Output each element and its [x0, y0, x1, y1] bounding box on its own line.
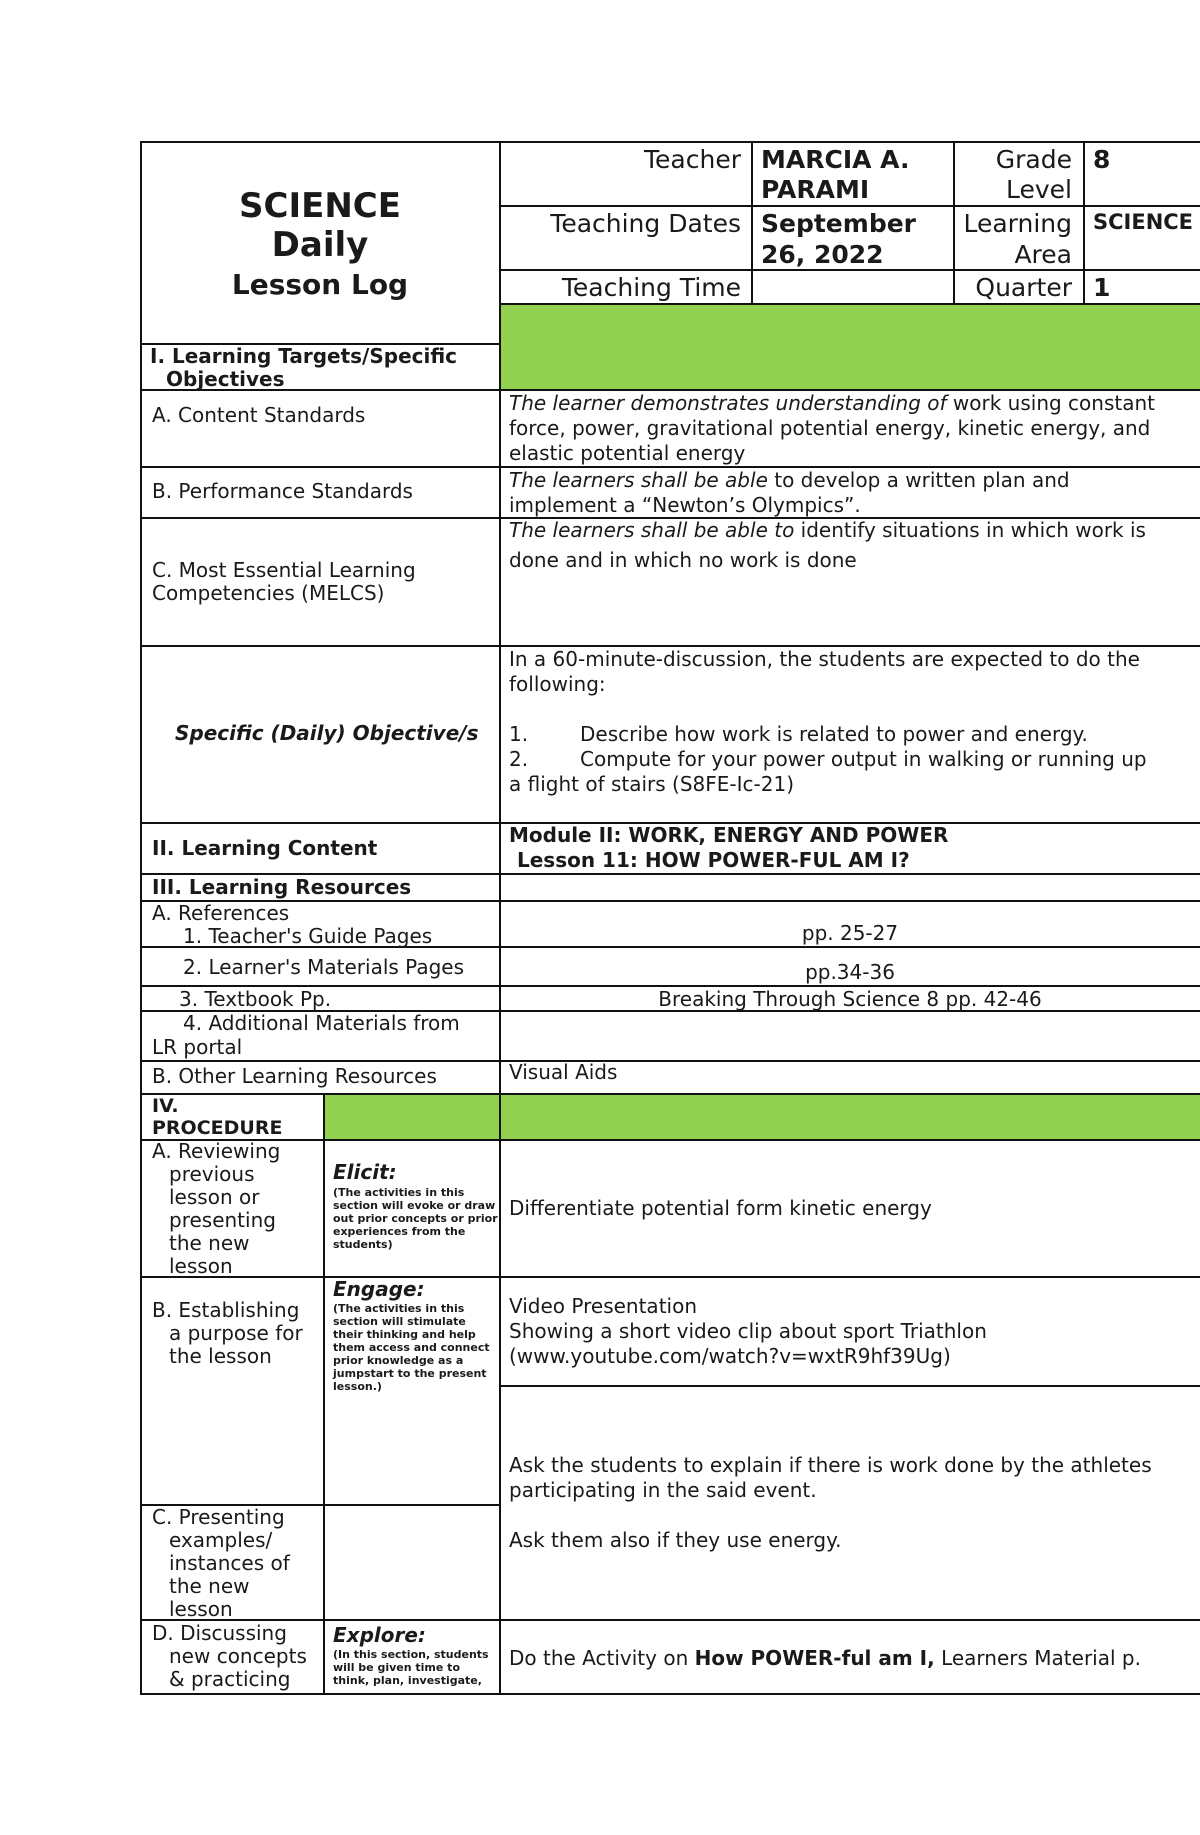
explore-note-0: (In this section, students [333, 1648, 489, 1661]
lesson-title: Lesson 11: HOW POWER-FUL AM I? [517, 848, 910, 872]
engage-note-6: lesson.) [333, 1380, 382, 1393]
establishing-label-2: the lesson [169, 1344, 272, 1368]
melcs-label-line1: C. Most Essential Learning [152, 558, 416, 582]
melcs-italic: The learners shall be able to [509, 518, 795, 542]
reviewing-label-0: A. Reviewing [152, 1139, 281, 1163]
elicit-phase: Elicit: [333, 1160, 397, 1184]
header-row-line-2 [499, 269, 1200, 271]
engage-note-5: jumpstart to the present [333, 1367, 487, 1380]
content-standards-text: work using constant [946, 391, 1155, 415]
row-line-olr [140, 1093, 1200, 1095]
engage-note-0: (The activities in this [333, 1302, 465, 1315]
performance-standards-line1 [509, 469, 1070, 492]
row-line-presenting [140, 1619, 1200, 1621]
procedure-green-band-right [500, 1095, 1200, 1139]
procedure-label-line1: IV. [152, 1095, 179, 1117]
activity-text-pre: Do the Activity on [509, 1646, 695, 1670]
table-col-divider [499, 141, 501, 1695]
presenting-label-0: C. Presenting [152, 1505, 285, 1529]
presenting-label-3: the new [169, 1574, 250, 1598]
presenting-label-4: lesson [169, 1597, 233, 1621]
objectives-green-band [500, 304, 1200, 389]
discussing-label-0: D. Discussing [152, 1621, 287, 1645]
grade-label-line2: Level [1006, 175, 1072, 204]
module-title: Module II: WORK, ENERGY AND POWER [509, 823, 949, 847]
content-standards-line2: force, power, gravitational potential energy, kinetic energy, and [509, 416, 1151, 440]
learners-materials-label: 2. Learner's Materials Pages [183, 955, 465, 979]
table-bottom-border [140, 1693, 1200, 1695]
presenting-label-2: instances of [169, 1551, 290, 1575]
content-standards-label: A. Content Standards [152, 403, 366, 427]
specific-objectives-label: Specific (Daily) Objective/s [175, 721, 479, 745]
ask-energy-line: Ask them also if they use energy. [509, 1528, 842, 1552]
establishing-label-1: a purpose for [169, 1321, 303, 1345]
grade-label-line1: Grade [995, 145, 1072, 174]
ask-explain-line2: participating in the said event. [509, 1478, 817, 1502]
objective-2-text-line2: a flight of stairs (S8FE-Ic-21) [509, 772, 794, 796]
table-top-border [140, 141, 1200, 143]
reviewing-label-2: lesson or [169, 1185, 260, 1209]
content-standards-italic: The learner demonstrates understanding of [509, 391, 947, 415]
time-label: Teaching Time [561, 273, 741, 302]
header-col-divider-2 [953, 141, 955, 304]
quarter-label: Quarter [975, 273, 1072, 302]
area-value: SCIENCE [1093, 210, 1194, 234]
header-row-line-1 [499, 205, 1200, 207]
engage-note-4: prior knowledge as a [333, 1354, 464, 1367]
activity-text [509, 1647, 1141, 1670]
specific-intro-line2: following: [509, 672, 606, 696]
engage-note-3: them access and connect [333, 1341, 490, 1354]
melcs-label-line2: Competencies (MELCS) [152, 581, 385, 605]
performance-standards-text: to develop a written plan and [767, 468, 1070, 492]
additional-materials-label-1: 4. Additional Materials from [183, 1011, 460, 1035]
header-col-divider-1 [751, 141, 753, 304]
learning-resources-label: III. Learning Resources [152, 875, 412, 899]
explore-phase: Explore: [333, 1623, 426, 1647]
learners-materials-value: pp.34-36 [805, 960, 895, 984]
elicit-note-4: students) [333, 1238, 393, 1251]
row-line-resources [140, 900, 1200, 902]
objective-2-text: Compute for your power output in walking or running up [580, 747, 1147, 771]
melcs-line2: done and in which no work is done [509, 548, 857, 572]
elicit-note-0: (The activities in this [333, 1186, 465, 1199]
reviewing-text: Differentiate potential form kinetic energy [509, 1196, 932, 1220]
melcs-text: identify situations in which work is [794, 518, 1146, 542]
video-description-text: Showing a short video clip about sport Triathlon [509, 1319, 987, 1343]
textbook-value: Breaking Through Science 8 pp. 42-46 [658, 987, 1042, 1011]
video-link-text: (www.youtube.com/watch?v=wxtR9hf39Ug) [509, 1344, 951, 1368]
header-row-line-3 [499, 303, 1200, 305]
row-line-elicit [140, 1276, 1200, 1278]
discussing-label-1: new concepts [169, 1644, 307, 1668]
references-label: A. References [152, 901, 290, 925]
objective-1-number: 1. [509, 722, 529, 746]
discussing-label-2: & practicing [169, 1667, 291, 1691]
reviewing-label-1: previous [169, 1162, 255, 1186]
learning-targets-heading-1: I. Learning Targets/Specific [150, 344, 458, 368]
presenting-label-1: examples/ [169, 1528, 273, 1552]
elicit-note-3: experiences from the [333, 1225, 466, 1238]
quarter-value: 1 [1093, 273, 1111, 302]
content-standards-line3: elastic potential energy [509, 441, 746, 465]
table-left-border [140, 141, 142, 1695]
reviewing-label-5: lesson [169, 1254, 233, 1278]
melcs-line1 [509, 519, 1146, 542]
dates-label: Teaching Dates [550, 209, 741, 238]
teacher-name-line1: MARCIA A. [761, 145, 910, 174]
other-resources-label: B. Other Learning Resources [152, 1064, 437, 1088]
video-presentation-text: Video Presentation [509, 1294, 697, 1318]
dates-value-line2: 26, 2022 [761, 240, 884, 269]
engage-phase: Engage: [333, 1277, 425, 1301]
content-standards-line1 [509, 392, 1155, 415]
explore-note-2: think, plan, investigate, [333, 1674, 482, 1687]
procedure-col-divider [323, 1095, 325, 1695]
reviewing-label-4: the new [169, 1231, 250, 1255]
objective-1-text: Describe how work is related to power and energy. [580, 722, 1088, 746]
engage-note-1: section will stimulate [333, 1315, 466, 1328]
elicit-note-2: out prior concepts or prior [333, 1212, 498, 1225]
title-daily: Daily [271, 225, 369, 265]
learning-targets-heading-2: Objectives [166, 367, 285, 391]
other-resources-value: Visual Aids [509, 1060, 618, 1084]
area-label-line1: Learning [963, 209, 1072, 238]
grade-value: 8 [1093, 145, 1111, 174]
header-col-divider-3 [1083, 141, 1085, 304]
title-science: SCIENCE [239, 186, 401, 226]
performance-standards-line2: implement a “Newton’s Olympics”. [509, 493, 861, 517]
row-line-am [140, 1060, 1200, 1062]
establishing-label-0: B. Establishing [152, 1298, 300, 1322]
reviewing-label-3: presenting [169, 1208, 276, 1232]
ask-explain-line1: Ask the students to explain if there is work done by the athletes [509, 1453, 1152, 1477]
elicit-note-1: section will evoke or draw [333, 1199, 496, 1212]
procedure-label-line2: PROCEDURE [152, 1117, 283, 1139]
specific-intro-line1: In a 60-minute-discussion, the students are expected to do the [509, 647, 1140, 671]
row-line-procedure [140, 1139, 1200, 1141]
textbook-label: 3. Textbook Pp. [179, 987, 332, 1011]
objective-2-number: 2. [509, 747, 529, 771]
performance-standards-label: B. Performance Standards [152, 479, 413, 503]
learning-content-label: II. Learning Content [152, 836, 378, 860]
teachers-guide-label: 1. Teacher's Guide Pages [183, 924, 433, 948]
engage-note-2: their thinking and help [333, 1328, 476, 1341]
title-lesson-log: Lesson Log [231, 268, 409, 301]
dates-value-line1: September [761, 209, 916, 238]
row-line-video [499, 1385, 1200, 1387]
additional-materials-label-2: LR portal [152, 1035, 243, 1059]
area-label-line2: Area [1014, 240, 1072, 269]
activity-name: How POWER-ful am I, [694, 1646, 935, 1670]
teachers-guide-value: pp. 25-27 [801, 921, 899, 945]
explore-note-1: will be given time to [333, 1661, 460, 1674]
teacher-name-line2: PARAMI [761, 175, 870, 204]
performance-standards-italic: The learners shall be able [509, 468, 768, 492]
procedure-green-band-left [324, 1095, 500, 1139]
activity-text-post: Learners Material p. [934, 1646, 1141, 1670]
teacher-label: Teacher [644, 145, 741, 174]
